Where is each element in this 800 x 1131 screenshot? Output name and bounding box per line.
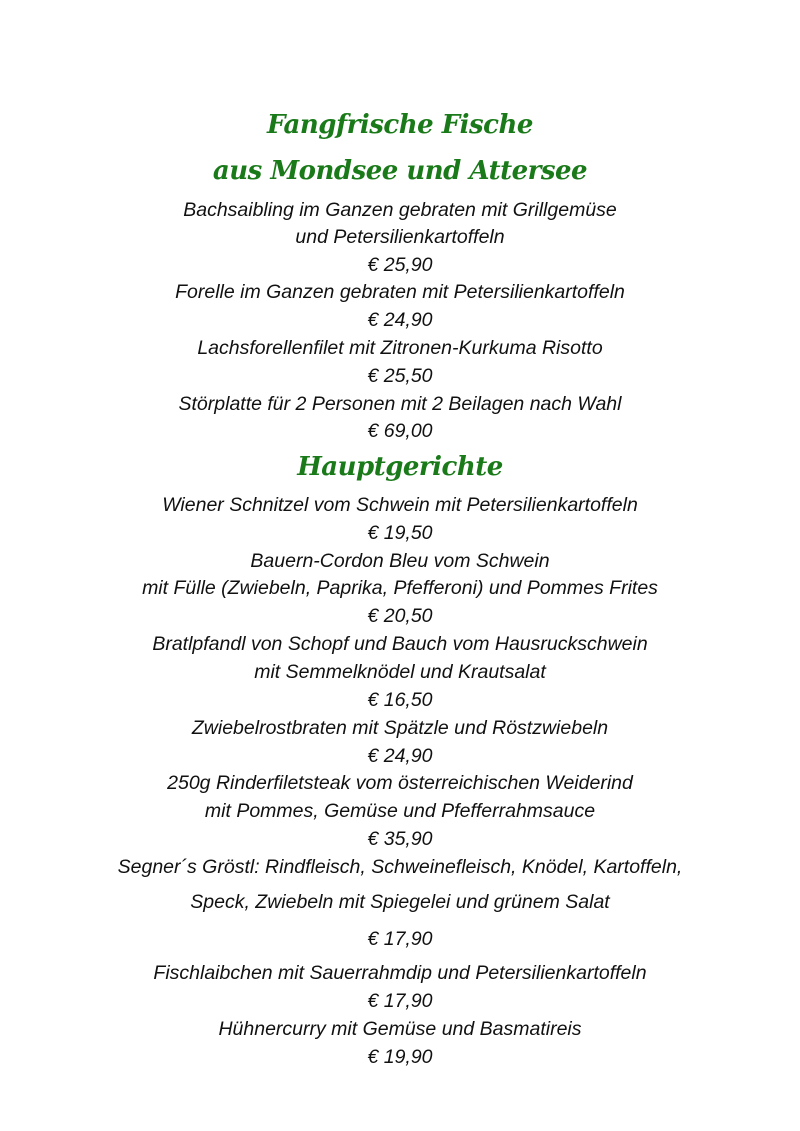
menu-item-price: € 20,50	[367, 605, 433, 627]
menu-item-description: Wiener Schnitzel vom Schwein mit Petersilienkartoffeln	[162, 494, 638, 516]
menu-item-description: mit Fülle (Zwiebeln, Paprika, Pfefferoni) und Pommes Frites	[142, 577, 658, 599]
menu-item-description: Segner´s Gröstl: Rindfleisch, Schweinefleisch, Knödel, Kartoffeln,	[117, 856, 683, 878]
menu-item-price: € 24,90	[367, 745, 433, 767]
section-title-fish-line1: Fangfrische Fische	[267, 110, 533, 140]
menu-item-description: Bratlpfandl von Schopf und Bauch vom Hausruckschwein	[152, 633, 648, 655]
menu-item-price: € 17,90	[367, 990, 433, 1012]
section-title-fish-line2: aus Mondsee und Attersee	[212, 156, 588, 186]
menu-item-description: Hühnercurry mit Gemüse und Basmatireis	[218, 1018, 582, 1040]
menu-item-description: mit Semmelknödel und Krautsalat	[254, 661, 546, 683]
menu-item-description: Lachsforellenfilet mit Zitronen-Kurkuma Risotto	[197, 337, 603, 359]
menu-item-description: Forelle im Ganzen gebraten mit Petersilienkartoffeln	[175, 281, 625, 303]
menu-item-price: € 25,50	[367, 365, 433, 387]
menu-item-description: Bauern-Cordon Bleu vom Schwein	[250, 550, 550, 572]
menu-item-description: mit Pommes, Gemüse und Pfefferrahmsauce	[204, 800, 596, 822]
menu-item-description: Zwiebelrostbraten mit Spätzle und Röstzwiebeln	[191, 717, 609, 739]
menu-item-description: 250g Rinderfiletsteak vom österreichischen Weiderind	[167, 772, 633, 794]
menu-item-price: € 24,90	[367, 309, 433, 331]
menu-item-description: und Petersilienkartoffeln	[295, 226, 505, 248]
menu-item-price: € 19,90	[367, 1046, 433, 1068]
menu-item-price: € 69,00	[367, 420, 433, 442]
menu-item-price: € 35,90	[367, 828, 433, 850]
menu-item-price: € 19,50	[367, 522, 433, 544]
menu-item-price: € 17,90	[367, 928, 433, 950]
menu-item-description: Speck, Zwiebeln mit Spiegelei und grünem Salat	[190, 891, 610, 913]
menu-item-description: Störplatte für 2 Personen mit 2 Beilagen nach Wahl	[178, 393, 622, 415]
menu-item-description: Fischlaibchen mit Sauerrahmdip und Petersilienkartoffeln	[153, 962, 647, 984]
menu-item-description: Bachsaibling im Ganzen gebraten mit Grillgemüse	[183, 199, 617, 221]
menu-item-price: € 25,90	[367, 254, 433, 276]
section-title-main: Hauptgerichte	[297, 452, 503, 482]
menu-item-price: € 16,50	[367, 689, 433, 711]
